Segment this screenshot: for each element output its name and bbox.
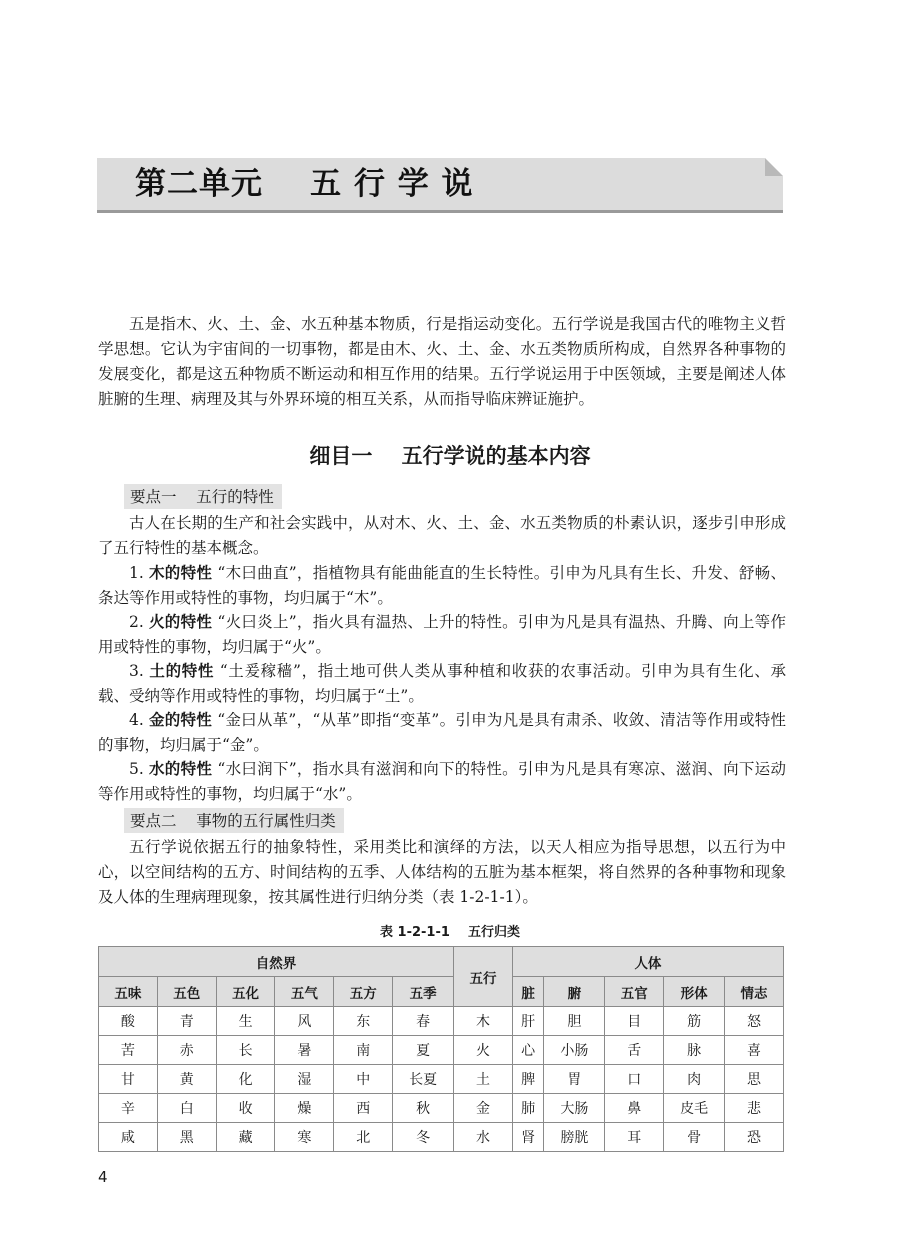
- table-cell: 青: [157, 1007, 216, 1036]
- item-text: “火曰炎上”，指火具有温热、上升的特性。引申为凡是具有温热、升腾、向上等作用或特性的事物，均归属于“火”。: [98, 613, 786, 656]
- item-label: 金的特性: [148, 711, 213, 729]
- property-wood: [98, 561, 786, 611]
- table-cell: 喜: [725, 1036, 784, 1065]
- chapter-title: 第二单元 五 行 学 说: [135, 166, 474, 202]
- table-cell: 风: [275, 1007, 334, 1036]
- item-number: 5.: [129, 760, 144, 778]
- item-number: 4.: [129, 711, 144, 729]
- table-cell: 生: [216, 1007, 275, 1036]
- table-cell: 目: [605, 1007, 664, 1036]
- table-cell: 脾: [512, 1065, 544, 1094]
- column-header: 五味: [99, 977, 158, 1007]
- table-cell: 胆: [544, 1007, 605, 1036]
- item-label: 水的特性: [149, 760, 213, 778]
- table-cell: 恐: [725, 1123, 784, 1152]
- table-cell: 脉: [664, 1036, 725, 1065]
- table-cell: 耳: [605, 1123, 664, 1152]
- item-label: 火的特性: [149, 613, 213, 631]
- table-cell: 骨: [664, 1123, 725, 1152]
- table-cell: 南: [334, 1036, 393, 1065]
- table-cell: 黑: [157, 1123, 216, 1152]
- table-cell: 膀胱: [544, 1123, 605, 1152]
- table-cell: 咸: [99, 1123, 158, 1152]
- table-cell: 收: [216, 1094, 275, 1123]
- item-text: “木曰曲直”，指植物具有能曲能直的生长特性。引申为凡具有生长、升发、舒畅、条达等作用或特性的事物，均归属于“木”。: [98, 564, 786, 607]
- column-header: 情志: [725, 977, 784, 1007]
- table-cell: 赤: [157, 1036, 216, 1065]
- table-cell: 火: [454, 1036, 513, 1065]
- table-cell: 胃: [544, 1065, 605, 1094]
- column-header: 五气: [275, 977, 334, 1007]
- item-label: 木的特性: [149, 564, 213, 582]
- item-text: “土爰稼穑”，指土地可供人类从事种植和收获的农事活动。引申为具有生化、承载、受纳等作用或特性的事物，均归属于“土”。: [98, 662, 786, 705]
- table-cell: 湿: [275, 1065, 334, 1094]
- page-number: 4: [98, 1168, 108, 1186]
- table-cell: 辛: [99, 1094, 158, 1123]
- column-header: 腑: [544, 977, 605, 1007]
- table-cell: 土: [454, 1065, 513, 1094]
- chapter-banner-shadow: [97, 210, 783, 213]
- table-cell: 藏: [216, 1123, 275, 1152]
- column-header: 五化: [216, 977, 275, 1007]
- table-cell: 肺: [512, 1094, 544, 1123]
- table-cell: 小肠: [544, 1036, 605, 1065]
- point2-paragraph: 五行学说依据五行的抽象特性，采用类比和演绎的方法，以天人相应为指导思想，以五行为中心，以空间结构的五方、时间结构的五季、人体结构的五脏为基本框架，将自然界的各种事物和现象及人体的生理病理现象，按其属性进行归纳分类（表 1-2-1-1）。: [98, 838, 786, 906]
- column-header: 脏: [512, 977, 544, 1007]
- header-body: 人体: [512, 947, 783, 977]
- table-cell: 悲: [725, 1094, 784, 1123]
- table-cell: 秋: [393, 1094, 454, 1123]
- table-cell: 黄: [157, 1065, 216, 1094]
- table-cell: 春: [393, 1007, 454, 1036]
- column-header: 五方: [334, 977, 393, 1007]
- table-cell: 东: [334, 1007, 393, 1036]
- header-element: 五行: [454, 947, 513, 1007]
- table-cell: 夏: [393, 1036, 454, 1065]
- table-cell: 思: [725, 1065, 784, 1094]
- property-metal: [98, 708, 786, 758]
- chapter-banner-fold: [765, 158, 783, 176]
- table-cell: 西: [334, 1094, 393, 1123]
- point1-intro: 古人在长期的生产和社会实践中，从对木、火、土、金、水五类物质的朴素认识，逐步引申形成了五行特性的基本概念。: [98, 514, 786, 557]
- table-cell: 鼻: [605, 1094, 664, 1123]
- table-cell: 中: [334, 1065, 393, 1094]
- table-cell: 暑: [275, 1036, 334, 1065]
- section-title: 细目一 五行学说的基本内容: [309, 444, 591, 468]
- column-header: 形体: [664, 977, 725, 1007]
- property-earth: [98, 659, 786, 709]
- column-header: 五季: [393, 977, 454, 1007]
- table-cell: 长夏: [393, 1065, 454, 1094]
- table-cell: 肾: [512, 1123, 544, 1152]
- item-text: “金曰从革”，“从革”即指“变革”。引申为凡是具有肃杀、收敛、清洁等作用或特性的事物，均归属于“金”。: [98, 711, 786, 754]
- table-cell: 皮毛: [664, 1094, 725, 1123]
- header-nature: 自然界: [99, 947, 454, 977]
- item-text: “水曰润下”，指水具有滋润和向下的特性。引申为凡是具有寒凉、滋润、向下运动等作用或特性的事物，均归属于“水”。: [98, 760, 786, 803]
- table-cell: 筋: [664, 1007, 725, 1036]
- table-row: [99, 1065, 784, 1094]
- table-cell: 燥: [275, 1094, 334, 1123]
- table-cell: 冬: [393, 1123, 454, 1152]
- table-cell: 长: [216, 1036, 275, 1065]
- table-row: [99, 1123, 784, 1152]
- five-elements-table: [98, 946, 784, 1152]
- table-cell: 水: [454, 1123, 513, 1152]
- property-fire: [98, 610, 786, 660]
- point1-heading: 要点一 五行的特性: [124, 484, 282, 509]
- item-number: 2.: [129, 613, 144, 631]
- table-cell: 寒: [275, 1123, 334, 1152]
- table-cell: 木: [454, 1007, 513, 1036]
- property-water: [98, 757, 786, 807]
- table-cell: 白: [157, 1094, 216, 1123]
- table-row: [99, 1094, 784, 1123]
- table-cell: 苦: [99, 1036, 158, 1065]
- column-header: 五色: [157, 977, 216, 1007]
- item-label: 土的特性: [149, 662, 215, 680]
- table-row: [99, 1036, 784, 1065]
- table-cell: 怒: [725, 1007, 784, 1036]
- table-caption: 表 1-2-1-1 五行归类: [380, 925, 520, 940]
- table-cell: 甘: [99, 1065, 158, 1094]
- table-cell: 肉: [664, 1065, 725, 1094]
- table-cell: 肝: [512, 1007, 544, 1036]
- table-cell: 化: [216, 1065, 275, 1094]
- table-cell: 心: [512, 1036, 544, 1065]
- table-cell: 北: [334, 1123, 393, 1152]
- table-cell: 金: [454, 1094, 513, 1123]
- column-header: 五官: [605, 977, 664, 1007]
- table-cell: 舌: [605, 1036, 664, 1065]
- table-cell: 酸: [99, 1007, 158, 1036]
- table-row: [99, 1007, 784, 1036]
- table-cell: 大肠: [544, 1094, 605, 1123]
- point2-heading: 要点二 事物的五行属性归类: [124, 808, 344, 833]
- item-number: 1.: [129, 564, 144, 582]
- item-number: 3.: [129, 662, 144, 680]
- table-cell: 口: [605, 1065, 664, 1094]
- intro-paragraph: 五是指木、火、土、金、水五种基本物质，行是指运动变化。五行学说是我国古代的唯物主义哲学思想。它认为宇宙间的一切事物，都是由木、火、土、金、水五类物质所构成，自然界各种事物的发展变化，都是这五种物质不断运动和相互作用的结果。五行学说运用于中医领域，主要是阐述人体脏腑的生理、病理及其与外界环境的相互关系，从而指导临床辨证施护。: [98, 315, 786, 408]
